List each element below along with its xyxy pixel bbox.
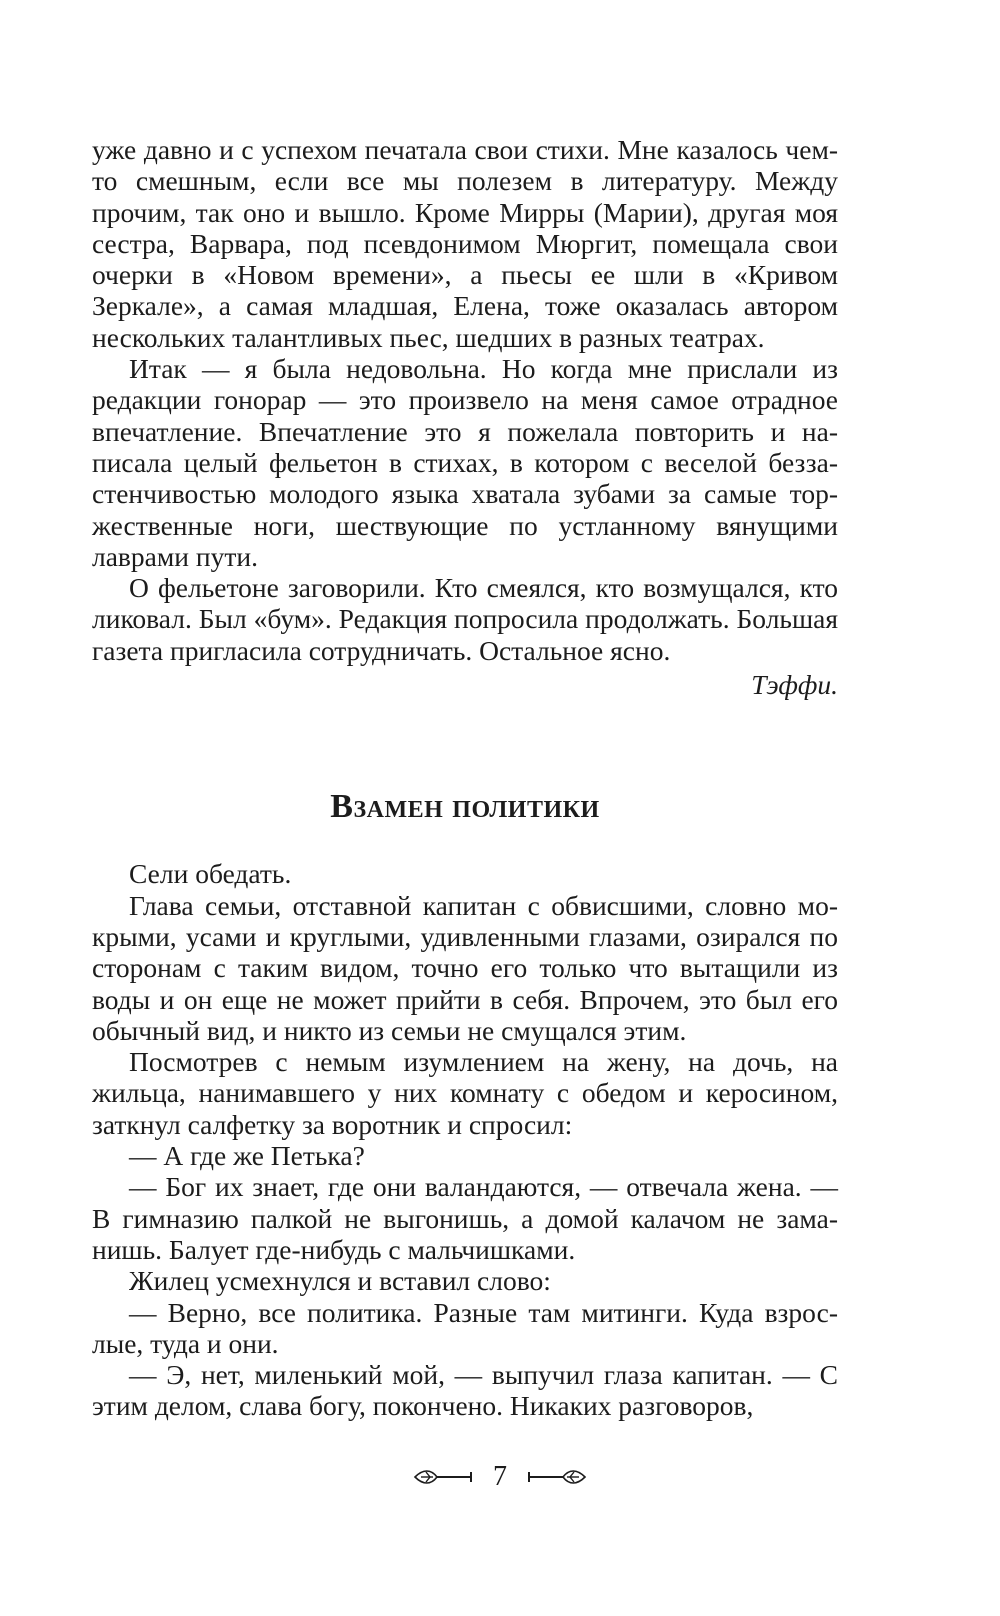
- book-page: [92, 134, 838, 1422]
- chapter-title: Взамен политики: [330, 788, 600, 826]
- page-number: 7: [493, 1461, 507, 1492]
- leaf-ornament-left-icon: [413, 1466, 477, 1488]
- chapter-paragraph-6: Жилец усмехнулся и вставил слово:: [129, 1265, 551, 1297]
- chapter-paragraph-1: Сели обедать.: [129, 858, 292, 890]
- leaf-ornament-right-icon: [523, 1466, 587, 1488]
- chapter-paragraph-2: Глава семьи, отставной капитан с обвисшими, словно мокрыми, усами и круглыми, удивленными глазами, озирался по сторонам с таким видом, точно его только что вытащили из воды и он еще не может прийти в себя. Впрочем, это был его обычный вид, и никто из семьи не смущался этим.: [92, 889, 838, 1046]
- chapter-paragraph-7: — Верно, все политика. Разные там митинги. Куда взрослые, туда и они.: [92, 1296, 838, 1359]
- chapter-body: [92, 858, 838, 1421]
- chapter-paragraph-5: — Бог их знает, где они валандаются, — отвечала жена. — В гимназию палкой не выгонишь, а домой калачом не заманишь. Балует где-нибудь с мальчишками.: [92, 1171, 838, 1265]
- preface-paragraph-2: Итак — я была недовольна. Но когда мне прислали из редакции гонорар — это произвело на меня самое отрадное впечатление. Впечатление это я пожелала повторить и написала целый фельетон в стихах, в котором с веселой беззастенчивостью молодого языка хватала зубами за самые торжественные ноги, шествующие по устланному вянущими лаврами пути.: [92, 353, 838, 572]
- page-footer: [0, 1462, 1000, 1492]
- author-signature: Тэффи.: [751, 669, 838, 701]
- preface-paragraph-3: О фельетоне заговорили. Кто смеялся, кто возмущался, кто ликовал. Был «бум». Редакция попросила продолжать. Большая газета пригласила сотрудничать. Остальное ясно.: [92, 572, 838, 666]
- chapter-paragraph-3: Посмотрев с немым изумлением на жену, на дочь, на жильца, нанимавшего у них комнату с обедом и керосином, заткнул салфетку за воротник и спросил:: [92, 1046, 838, 1140]
- chapter-paragraph-8: — Э, нет, миленький мой, — выпучил глаза капитан. — С этим делом, слава богу, покончено. Никаких разговоров,: [92, 1359, 838, 1422]
- preface-paragraph-1: уже давно и с успехом печатала свои стихи. Мне казалось чем-то смешным, если все мы полезем в литературу. Между прочим, так оно и вышло. Кроме Мирры (Марии), другая моя сестра, Варвара, под псевдонимом Мюргит, помещала свои очерки в «Новом времени», а пьесы ее шли в «Кривом Зеркале», а самая младшая, Елена, тоже оказалась автором нескольких талантливых пьес, шедших в разных театрах.: [92, 134, 838, 353]
- chapter-paragraph-4: — А где же Петька?: [129, 1140, 365, 1172]
